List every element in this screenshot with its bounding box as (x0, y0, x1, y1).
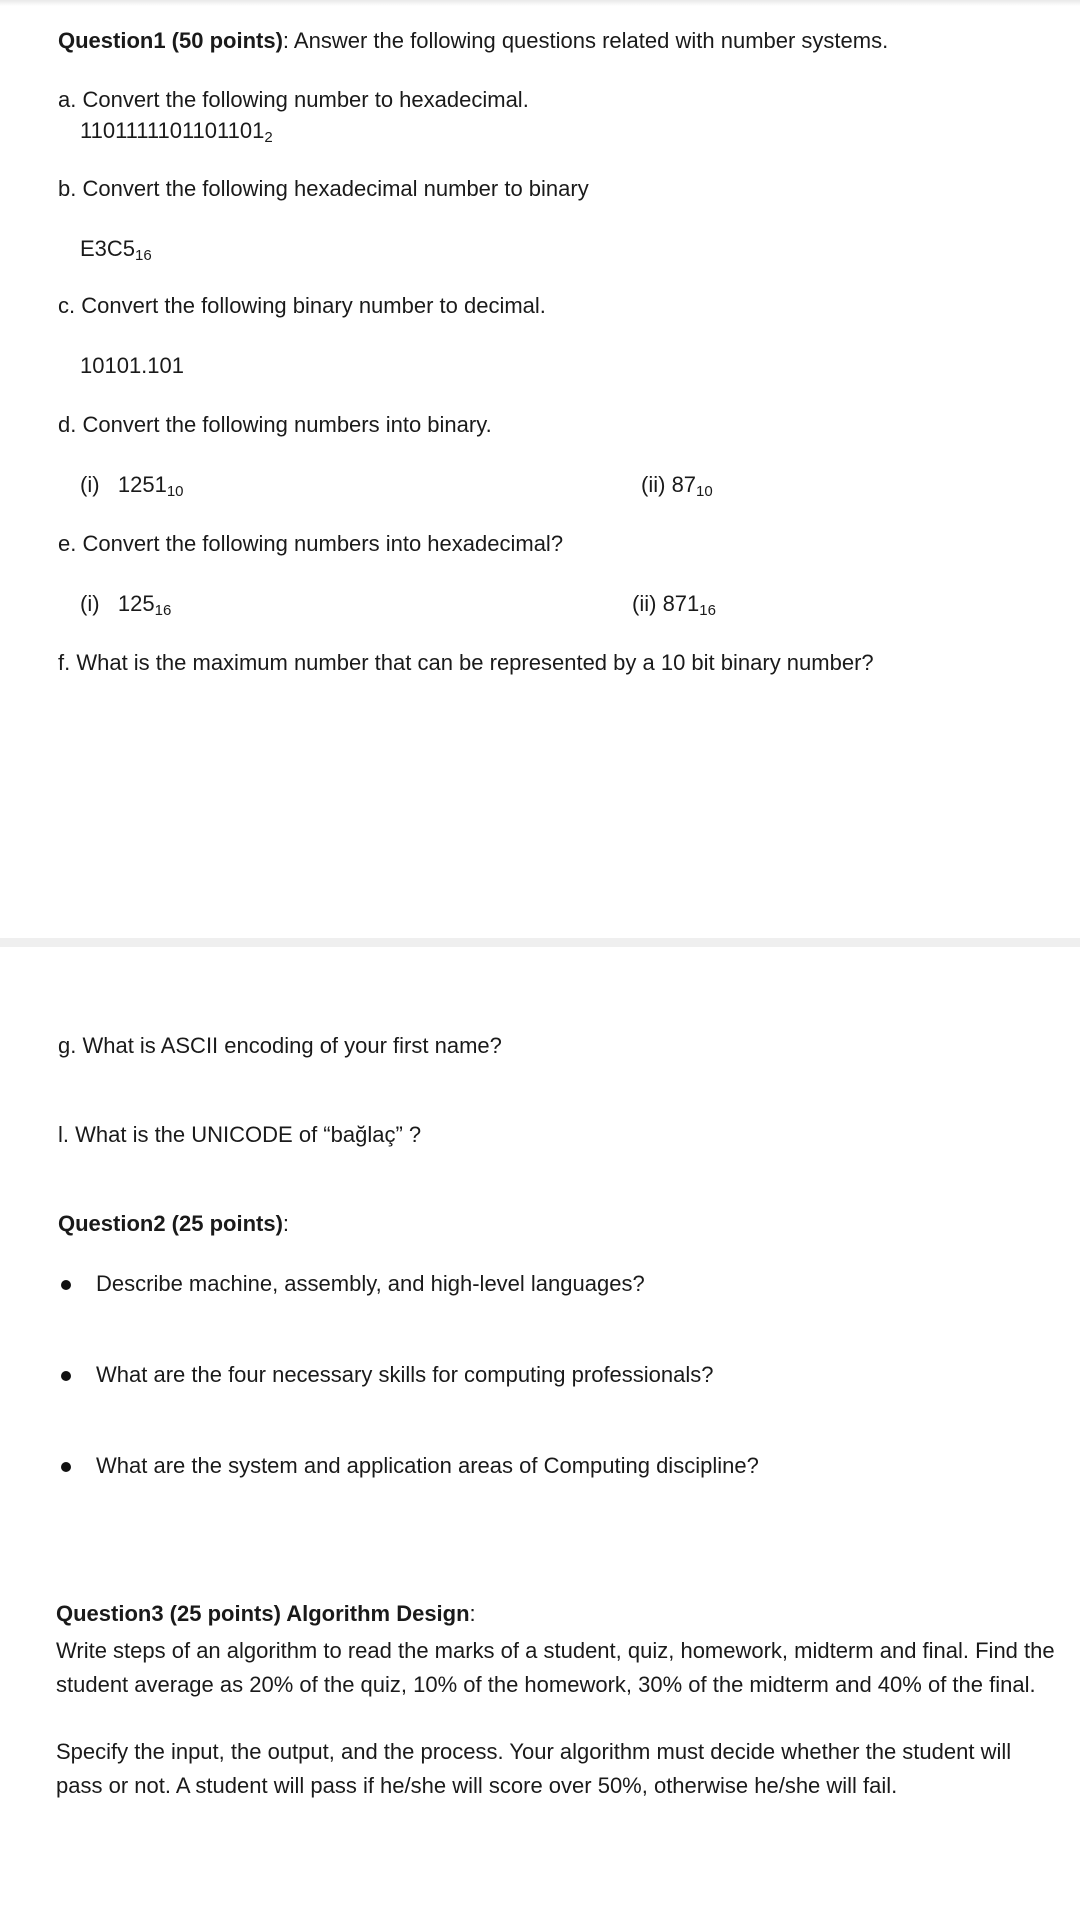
q1a-value: 1101111101101101 (80, 118, 265, 143)
q1b-prompt: b. Convert the following hexadecimal number to binary (58, 176, 589, 201)
question1-heading (58, 28, 888, 54)
bullet-icon (61, 1462, 71, 1472)
q3-paragraph-2: Specify the input, the output, and the process. Your algorithm must decide whether the student will pass or not. A student will pass if he/she will score over 50%, otherwise he/she will fail. (56, 1739, 1012, 1798)
q1c-value: 10101.101 (80, 353, 184, 378)
q1a-base: 2 (264, 129, 273, 146)
q1b-base: 16 (135, 247, 152, 264)
q1a-number (80, 118, 273, 144)
question2-heading (58, 1211, 289, 1237)
bullet-icon (61, 1280, 71, 1290)
q1e-prompt: e. Convert the following numbers into hexadecimal? (58, 531, 564, 556)
page-top-edge (0, 0, 1080, 6)
bullet-icon (61, 1371, 71, 1381)
q1e-i-label: (i) (80, 591, 100, 616)
q1e-i-value: 125 (117, 591, 155, 616)
q1b-number (80, 236, 152, 262)
question1-title: Question1 (50 points) (58, 28, 283, 53)
q1d-ii-value: 87 (671, 472, 697, 497)
q1e-item-i (80, 591, 171, 617)
q3-paragraph-1: Write steps of an algorithm to read the marks of a student, quiz, homework, midterm and final. Find the student average as 20% of the quiz, 10% of the homework, 30% of the midterm and 40% of the final. (56, 1638, 1055, 1697)
q2-bullet-1: Describe machine, assembly, and high-level languages? (96, 1271, 645, 1296)
q1f-prompt: f. What is the maximum number that can be represented by a 10 bit binary number? (58, 650, 874, 675)
q1d-i-label: (i) (80, 472, 100, 497)
q1a-prompt: a. Convert the following number to hexadecimal. (58, 87, 529, 112)
question2-title: Question2 (25 points) (58, 1211, 283, 1236)
q1d-ii-label: (ii) (641, 472, 666, 497)
q1d-item-i (80, 472, 184, 498)
q1d-prompt: d. Convert the following numbers into binary. (58, 412, 492, 437)
q1e-item-ii (632, 591, 716, 617)
q1g-prompt: g. What is ASCII encoding of your first name? (58, 1033, 502, 1058)
q1d-i-base: 10 (166, 483, 184, 500)
q1e-ii-value: 871 (662, 591, 700, 616)
q1d-item-ii (641, 472, 713, 498)
question2-suffix: : (282, 1211, 290, 1236)
q1b-value: E3C5 (80, 236, 136, 261)
question1-intro: : Answer the following questions related with number systems. (282, 28, 889, 53)
q1c-prompt: c. Convert the following binary number to decimal. (58, 293, 546, 318)
question3-title: Question3 (25 points) Algorithm Design (56, 1601, 470, 1626)
q2-bullet-2: What are the four necessary skills for computing professionals? (96, 1362, 714, 1387)
q1l-prompt: l. What is the UNICODE of “bağlaç” ? (58, 1122, 422, 1147)
q1e-ii-base: 16 (699, 602, 716, 619)
q1d-ii-base: 10 (696, 483, 713, 500)
q2-bullet-3: What are the system and application areas of Computing discipline? (96, 1453, 759, 1478)
question3-heading (56, 1601, 476, 1627)
q1e-i-base: 16 (154, 602, 172, 619)
q1e-ii-label: (ii) (632, 591, 657, 616)
question3-suffix: : (469, 1601, 476, 1626)
q1d-i-value: 1251 (117, 472, 167, 497)
page-break (0, 938, 1080, 947)
